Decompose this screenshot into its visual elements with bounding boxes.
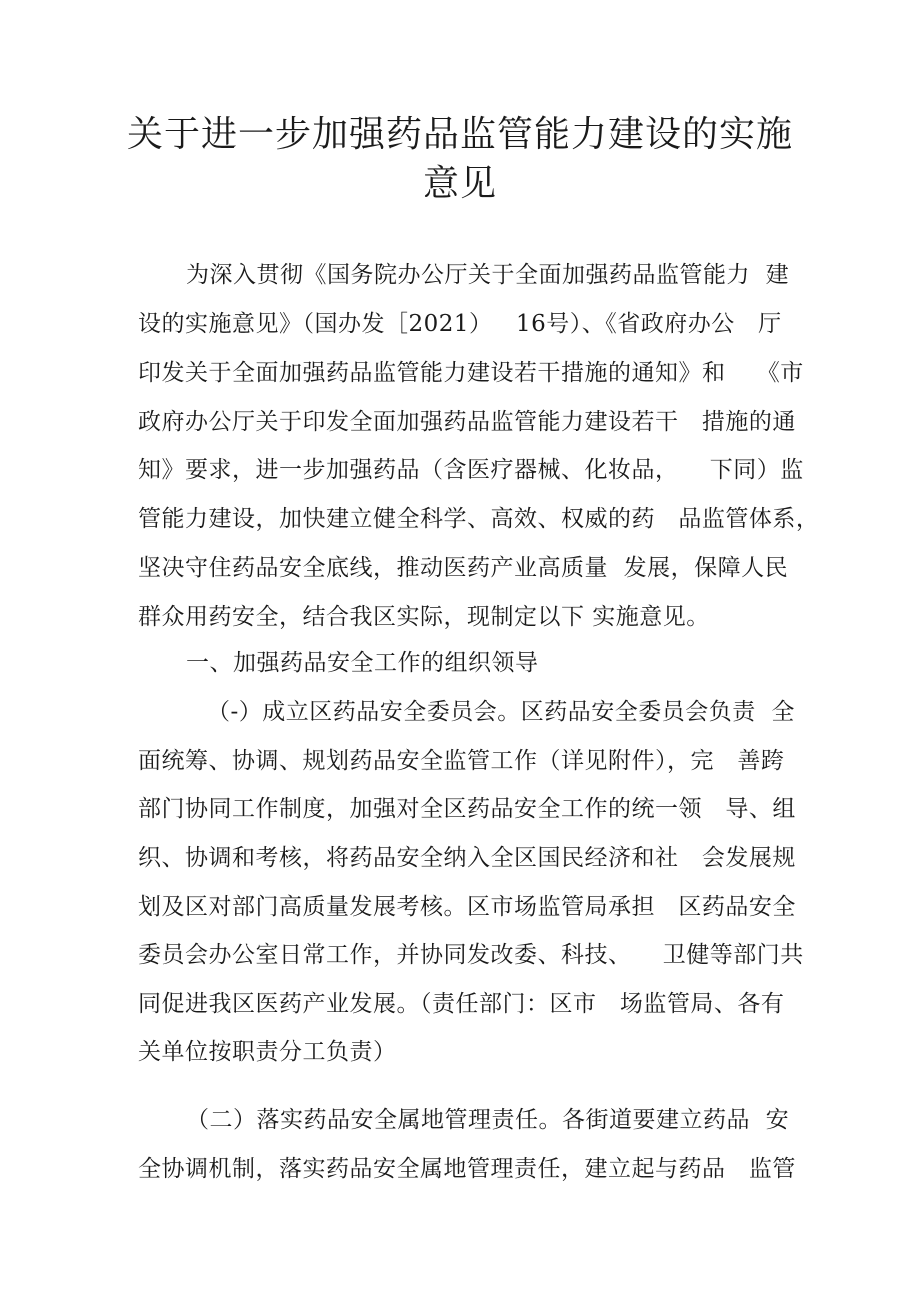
- paragraph-1-line: 为深入贯彻《国务院办公厅关于全面加强药品监管能力 建: [186, 262, 790, 288]
- document-title-line-1: 关于进一步加强药品监管能力建设的实施: [126, 114, 793, 155]
- paragraph-1-line: 群众用药安全，结合我区实际，现制定以下 实施意见。: [138, 604, 710, 630]
- paragraph-1-line: 印发关于全面加强药品监管能力建设若干措施的通知》和 《市: [138, 360, 804, 386]
- paragraph-1-line: 政府办公厅关于印发全面加强药品监管能力建设若干 措施的通: [138, 409, 796, 435]
- paragraph-1-line: 知》要求，进一步加强药品（含医疗器械、化妆品， 下同）监: [138, 457, 804, 483]
- paragraph-2-line: （-）成立区药品安全委员会。区药品安全委员会负责 全: [207, 699, 795, 725]
- paragraph-2-line: 部门协同工作制度，加强对全区药品安全工作的统一领 导、组: [138, 796, 796, 822]
- paragraph-2-line: 同促进我区医药产业发展。（责任部门：区市 场监管局、各有: [138, 991, 785, 1017]
- paragraph-2-line: 面统筹、协调、规划药品安全监管工作（详见附件），完 善跨: [138, 748, 785, 774]
- paragraph-1-line: 坚决守住药品安全底线，推动医药产业高质量 发展，保障人民: [138, 555, 789, 581]
- paragraph-1-line: 设的实施意见》（国办发［2021） 16号）、《省政府办公 厅: [138, 311, 782, 337]
- paragraph-2-line: 织、协调和考核，将药品安全纳入全区国民经济和社 会发展规: [138, 845, 796, 871]
- paragraph-2-line: 关单位按职责分工负责）: [138, 1039, 397, 1065]
- paragraph-1-line: 管能力建设，加快建立健全科学、高效、权威的药 品监管体系，: [138, 506, 820, 532]
- paragraph-3-line: 全协调机制，落实药品安全属地管理责任，建立起与药品 监管: [138, 1156, 796, 1182]
- paragraph-3-line: （二）落实药品安全属地管理责任。各街道要建立药品 安: [186, 1107, 790, 1133]
- section-heading: 一、加强药品安全工作的组织领导: [186, 650, 539, 676]
- paragraph-2-line: 委员会办公室日常工作，并协同发改委、科技、 卫健等部门共: [138, 942, 804, 968]
- paragraph-2-line: 划及区对部门高质量发展考核。区市场监管局承担 区药品安全: [138, 894, 796, 920]
- document-title-line-2: 意见: [422, 163, 497, 204]
